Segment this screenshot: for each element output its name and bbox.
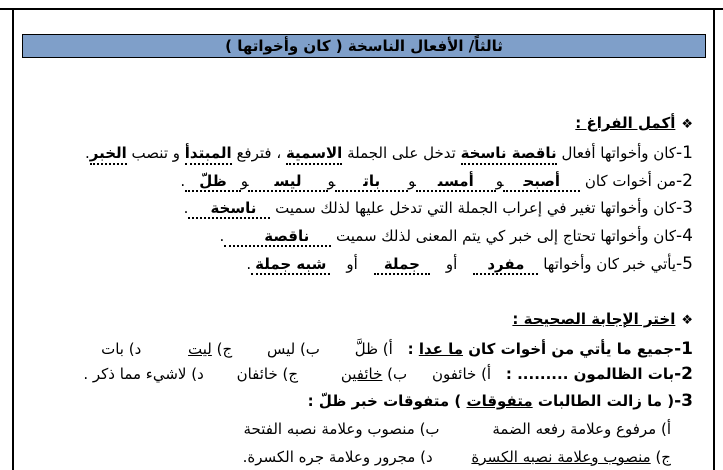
answer-text: مفرد [473,255,538,275]
answer-text: بات [335,172,408,192]
line-text: و [240,172,249,190]
option-c[interactable]: ج) خائفان [236,365,299,383]
question-text: ) متفوقات خبر ظلّ : [307,392,467,410]
option-c-letter: ج) [211,340,233,358]
line-text: . [183,199,189,217]
option-c-text: ليت [188,340,212,358]
option-d[interactable]: د) مجرور وعلامة جره الكسرة. [242,448,433,466]
option-b-text: خائفين [340,365,383,383]
option-b-letter: ب) [382,365,408,383]
question-text: متفوقات [466,392,533,410]
line-text: تدخل على الجملة [342,144,461,162]
line-number: 5- [676,254,693,274]
line-text: كان وأخواتها أفعال [556,144,677,162]
question-3-options-row-2 [243,446,671,468]
question-2 [83,363,693,385]
line-text: . [246,255,252,273]
option-b[interactable]: ب) ليس [266,340,320,358]
option-b[interactable] [341,365,407,383]
choose-answer-heading-row [512,308,693,332]
answer-text: أمسى [416,172,496,192]
line-number: 1- [676,143,693,163]
fill-line-5 [246,253,693,275]
option-d[interactable]: د) بات [101,340,142,358]
question-3-options-row-1 [244,418,671,440]
line-text: من أخوات كان [580,172,677,190]
diamond-bullet-icon: ❖ [681,117,693,132]
option-b[interactable]: ب) منصوب وعلامة نصبه الفتحة [243,420,440,438]
line-text: كان وأخواتها تغير في إعراب الجملة التي تدخل عليها لذلك سميت [270,199,677,217]
option-a[interactable]: أ) خائفون [431,365,492,383]
question-text: بات الظالمون ......... : [505,365,675,383]
answer-text: جملة [374,255,430,275]
line-number: 2- [676,171,693,191]
answer-text: شبه جملة [251,255,330,275]
line-text: و [408,172,416,190]
choose-answer-heading: اختر الإجابة الصحيحة : [512,310,676,328]
line-text: أو [346,255,358,273]
option-d[interactable]: د) لاشيء مما ذكر . [83,365,204,383]
line-text: ، فترفع [231,144,286,162]
line-text: . [219,227,225,245]
line-text: و [495,172,504,190]
answer-text: الاسمية [286,144,342,165]
question-text: جميع ما يأتي من أخوات كان [463,340,675,358]
answer-text: ظلّ [185,172,241,192]
fill-line-3 [184,197,693,219]
answer-text: أصبح [503,172,580,192]
diamond-bullet-icon: ❖ [681,313,693,328]
page-border-top [0,8,723,10]
fill-line-1 [85,142,693,164]
answer-text: ناقصة ناسخة [461,144,557,165]
answer-text: ناسخة [188,199,270,219]
answer-text: ناقصة [224,227,331,247]
answer-text: ليس [248,172,327,192]
question-text: ( ما زالت الطالبات [532,392,675,410]
question-text: ما عدا [418,340,464,358]
option-c[interactable] [188,340,232,358]
option-c-letter: ج) [650,448,671,466]
fill-line-4 [220,225,694,247]
question-1 [101,338,693,360]
line-number: 3- [676,198,693,218]
section-title-bar [22,34,706,58]
line-text: يأتي خبر كان وأخواتها [538,255,677,273]
line-text: أو [445,255,458,273]
fill-blanks-heading: أكمل الفراغ : [575,114,676,132]
line-text: . [180,172,186,190]
line-text: و [327,172,336,190]
line-number: 4- [676,226,693,246]
option-a[interactable]: أ) مرفوع وعلامة رفعه الضمة [492,420,671,438]
question-3 [308,390,693,412]
fill-line-2 [180,170,693,192]
answer-text: الخبر [90,144,127,165]
question-text: : [407,340,419,358]
section-title: ثالثاً/ الأفعال الناسخة ( كان وأخواتها ) [225,37,503,55]
fill-blanks-heading-row [575,112,693,136]
line-text: و تنصب [126,144,185,162]
page-border-right [713,8,715,470]
option-c[interactable] [471,448,671,466]
answer-text: المبتدأ [185,144,232,165]
line-text: . [84,144,90,162]
page-border-left [12,8,14,470]
question-number: 2- [674,364,693,384]
option-c-text: منصوب وعلامة نصبه الكسرة [471,448,651,466]
option-a[interactable]: أ) ظلَّ [354,340,393,358]
line-text: كان وأخواتها تحتاج إلى خبر كي يتم المعنى لذلك سميت [331,227,677,245]
question-number: 3- [674,391,693,411]
question-number: 1- [674,339,693,359]
